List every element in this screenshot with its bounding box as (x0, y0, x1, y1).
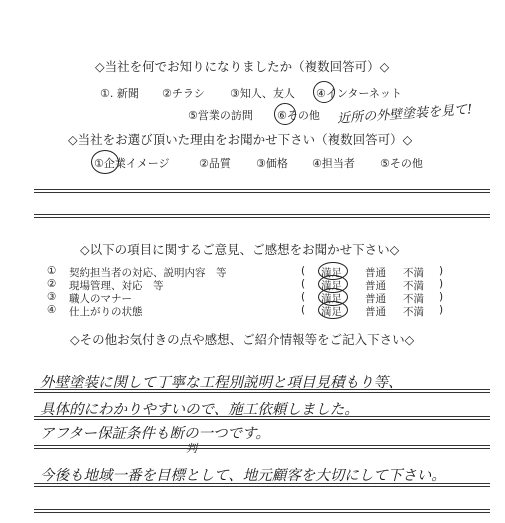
paren-open: ( (301, 304, 306, 316)
rating-satisfied: 満足 (321, 293, 342, 305)
rating-satisfied: 満足 (321, 306, 342, 318)
paren-close: ) (439, 265, 444, 277)
answer-line (34, 214, 490, 218)
comment-line-2: 具体的にわかりやすいので、施工依頼しました。 (40, 402, 359, 418)
paren-open: ( (301, 291, 306, 303)
rating-neutral: 普通 (365, 267, 386, 279)
q1-option-acquaintance: ③知人、友人 (230, 87, 295, 100)
rating-neutral: 普通 (365, 293, 386, 305)
row-number: ③ (47, 291, 57, 303)
survey-row (47, 304, 447, 317)
survey-row (47, 278, 447, 291)
paren-open: ( (301, 265, 306, 277)
comment-line-3: アフター保証条件も断の一つです。 (40, 426, 270, 442)
q2-option-price: ③価格 (256, 157, 288, 170)
paren-open: ( (301, 278, 306, 290)
rating-dissatisfied: 不満 (403, 280, 424, 292)
rating-neutral: 普通 (365, 280, 386, 292)
selection-circle (313, 81, 335, 103)
rating-satisfied: 満足 (321, 280, 342, 292)
row-number: ① (47, 265, 57, 277)
row-label: 仕上がりの状態 (69, 306, 143, 318)
q1-option-newspaper: ①. 新聞 (100, 87, 139, 100)
row-number: ② (47, 278, 57, 290)
selection-circle (318, 301, 348, 319)
row-label: 職人のマナー (69, 293, 132, 305)
paren-close: ) (439, 291, 444, 303)
q1-option-other: ⑥その他 (277, 109, 320, 122)
rating-dissatisfied: 不満 (403, 293, 424, 305)
answer-line (34, 445, 490, 449)
selection-circle (91, 150, 119, 174)
paren-close: ) (439, 304, 444, 316)
survey-row (47, 265, 447, 278)
row-label: 契約担当者の対応、説明内容 等 (69, 267, 227, 279)
question-3-title: ◇以下の項目に関するご意見、ご感想をお聞かせ下さい◇ (80, 242, 400, 257)
comment-correction: 判 (186, 442, 197, 455)
q1-other-handwritten-note: 近所の外壁塗装を見て! (336, 102, 473, 127)
rating-dissatisfied: 不満 (403, 267, 424, 279)
q2-option-other: ⑤その他 (380, 157, 423, 170)
answer-line (34, 509, 490, 513)
answer-line (34, 389, 490, 393)
question-4-title: ◇その他お気付きの点や感想、ご紹介情報等をご記入下さい◇ (70, 332, 415, 347)
selection-circle (274, 103, 296, 125)
q2-option-quality: ②品質 (199, 157, 231, 170)
q2-option-corporate-image: ①企業イメージ (94, 157, 170, 170)
row-label: 現場管理、対応 等 (69, 280, 164, 292)
survey-row (47, 291, 447, 304)
rating-dissatisfied: 不満 (403, 306, 424, 318)
question-1-title: ◇当社を何でお知りになりましたか（複数回答可）◇ (95, 59, 390, 74)
comment-line-1: 外壁塗装に関して丁寧な工程別説明と項目見積もり等、 (40, 375, 403, 391)
answer-line (34, 483, 490, 487)
comment-line-4: 今後も地域一番を目標として、地元顧客を大切にして下さい。 (40, 468, 446, 484)
rating-satisfied: 満足 (321, 267, 342, 279)
q2-option-representative: ④担当者 (312, 157, 355, 170)
q1-option-flyer: ②チラシ (162, 87, 205, 100)
q1-option-internet: ④インターネット (316, 87, 402, 100)
row-number: ④ (47, 304, 57, 316)
question-2-title: ◇当社をお選び頂いた理由をお聞かせ下さい（複数回答可）◇ (68, 132, 413, 147)
paren-close: ) (439, 278, 444, 290)
rating-neutral: 普通 (365, 306, 386, 318)
q1-option-sales-visit: ⑤営業の訪問 (188, 109, 253, 122)
answer-line (34, 416, 490, 420)
answer-line (34, 189, 490, 193)
